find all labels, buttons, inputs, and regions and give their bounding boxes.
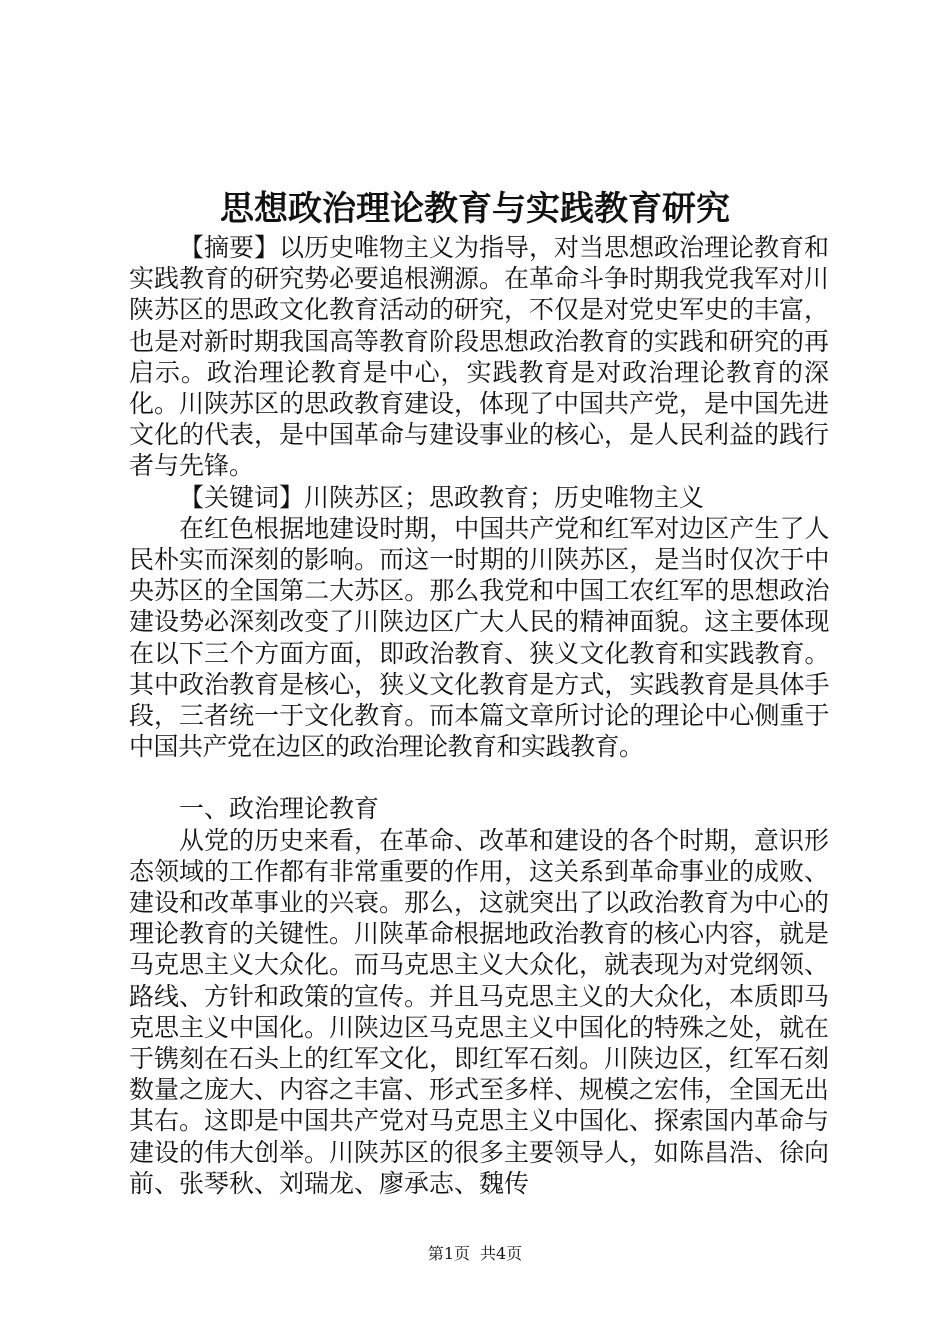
- page-total: 共4页: [480, 1244, 523, 1263]
- intro-paragraph: 在红色根据地建设时期，中国共产党和红军对边区产生了人民朴实而深刻的影响。而这一时期的川陕苏区，是当时仅次于中央苏区的全国第二大苏区。那么我党和中国工农红军的思想政治建设势必深刻改变了川陕边区广大人民的精神面貌。这主要体现在以下三个方面方面，即政治教育、狭义文化教育和实践教育。其中政治教育是核心，狭义文化教育是方式，实践教育是具体手段，三者统一于文化教育。而本篇文章所讨论的理论中心侧重于中国共产党在边区的政治理论教育和实践教育。: [129, 513, 829, 762]
- page-number: 第1页: [427, 1244, 470, 1263]
- paragraph-spacer: [129, 762, 829, 793]
- abstract-paragraph: 【摘要】以历史唯物主义为指导，对当思想政治理论教育和实践教育的研究势必要追根溯源。在革命斗争时期我党我军对川陕苏区的思政文化教育活动的研究，不仅是对党史军史的丰富，也是对新时期我国高等教育阶段思想政治教育的实践和研究的再启示。政治理论教育是中心，实践教育是对政治理论教育的深化。川陕苏区的思政教育建设，体现了中国共产党，是中国先进文化的代表，是中国革命与建设事业的核心，是人民利益的践行者与先锋。: [129, 233, 830, 481]
- document-body: [129, 232, 829, 1199]
- page-footer: [0, 1243, 950, 1265]
- section-paragraph: 从党的历史来看，在革命、改革和建设的各个时期，意识形态领域的工作都有非常重要的作用，这关系到革命事业的成败、建设和改革事业的兴衰。那么，这就突出了以政治教育为中心的理论教育的关键性。川陕革命根据地政治教育的核心内容，就是马克思主义大众化。而马克思主义大众化，就表现为对党纲领、路线、方针和政策的宣传。并且马克思主义的大众化，本质即马克思主义中国化。川陕边区马克思主义中国化的特殊之处，就在于镌刻在石头上的红军文化，即红军石刻。川陕边区，红军石刻数量之庞大、内容之丰富、形式至多样、规模之宏伟，全国无出其右。这即是中国共产党对马克思主义中国化、探索国内革命与建设的伟大创举。川陕苏区的很多主要领导人，如陈昌浩、徐向前、张琴秋、刘瑞龙、廖承志、魏传: [129, 825, 830, 1198]
- section-heading: 一、政治理论教育: [179, 794, 380, 824]
- keywords-paragraph: 【关键词】川陕苏区；思政教育；历史唯物主义: [179, 482, 705, 512]
- document-title: 思想政治理论教育与实践教育研究: [220, 189, 730, 229]
